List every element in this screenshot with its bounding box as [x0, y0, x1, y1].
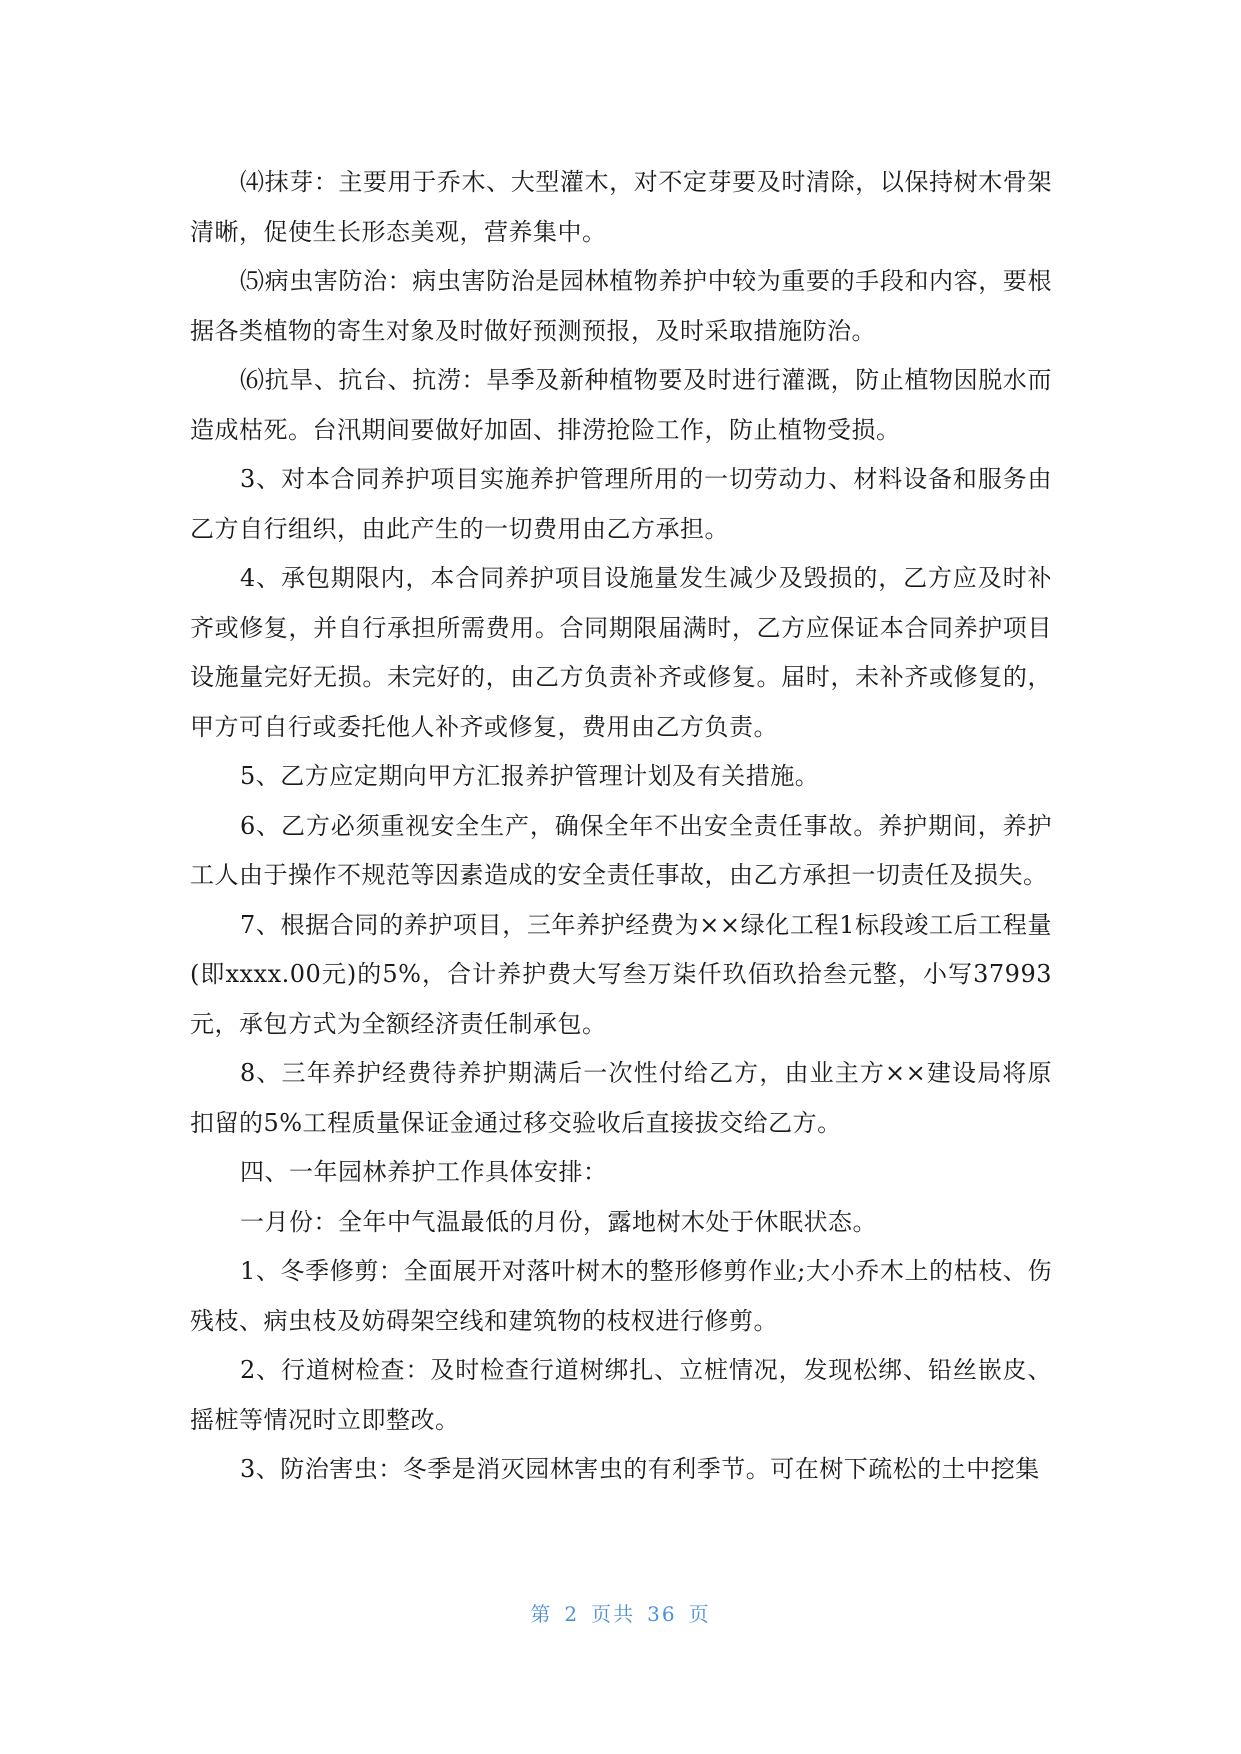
total-pages-number: 36: [647, 1602, 677, 1626]
paragraph: 5、乙方应定期向甲方汇报养护管理计划及有关措施。: [240, 762, 820, 790]
footer-ye: 页: [688, 1602, 711, 1626]
paragraph: 一月份：全年中气温最低的月份，露地树木处于休眠状态。: [240, 1207, 877, 1236]
paragraph: 3、对本合同养护项目实施养护管理所用的一切劳动力、材料设备和服务由乙方自行组织，由此产生的一切费用由乙方承担。: [190, 465, 1052, 543]
paragraph: 1、冬季修剪：全面展开对落叶树木的整形修剪作业;大小乔木上的枯枝、伤残枝、病虫枝及妨碍架空线和建筑物的枝杈进行修剪。: [190, 1257, 1052, 1335]
paragraph: 7、根据合同的养护项目，三年养护经费为××绿化工程1标段竣工后工程量(即xxxx.00元)的5%，合计养护费大写叁万柒仟玖佰玖拾叁元整，小写37993元，承包方式为全额经济责任制承包。: [190, 910, 1052, 1038]
paragraph: ⑹抗旱、抗台、抗涝：旱季及新种植物要及时进行灌溉，防止植物因脱水而造成枯死。台汛期间要做好加固、排涝抢险工作，防止植物受损。: [190, 366, 1052, 444]
paragraph: 8、三年养护经费待养护期满后一次性付给乙方，由业主方××建设局将原扣留的5%工程质量保证金通过移交验收后直接拔交给乙方。: [190, 1059, 1052, 1137]
footer-di: 第: [530, 1602, 553, 1626]
current-page-number: 2: [564, 1602, 580, 1626]
paragraph: 2、行道树检查：及时检查行道树绑扎、立桩情况，发现松绑、铅丝嵌皮、摇桩等情况时立即整改。: [190, 1356, 1052, 1434]
paragraph: 3、防治害虫：冬季是消灭园林害虫的有利季节。可在树下疏松的土中挖集: [240, 1455, 1040, 1483]
paragraph: ⑸病虫害防治：病虫害防治是园林植物养护中较为重要的手段和内容，要根据各类植物的寄生对象及时做好预测预报，及时采取措施防治。: [190, 267, 1052, 345]
paragraph: 6、乙方必须重视安全生产，确保全年不出安全责任事故。养护期间，养护工人由于操作不规范等因素造成的安全责任事故，由乙方承担一切责任及损失。: [190, 811, 1052, 889]
paragraph: 4、承包期限内，本合同养护项目设施量发生减少及毁损的，乙方应及时补齐或修复，并自行承担所需费用。合同期限届满时，乙方应保证本合同养护项目设施量完好无损。未完好的，由乙方负责补齐或修复。届时，未补齐或修复的，甲方可自行或委托他人补齐或修复，费用由乙方负责。: [190, 564, 1052, 741]
footer-ye-gong: 页共: [591, 1602, 636, 1626]
paragraph: ⑷抹芽：主要用于乔木、大型灌木，对不定芽要及时清除，以保持树木骨架清晰，促使生长形态美观，营养集中。: [190, 168, 1052, 246]
page-footer: [0, 1598, 1241, 1627]
document-body: [190, 158, 1052, 1495]
section-heading: 四、一年园林养护工作具体安排：: [240, 1158, 608, 1186]
